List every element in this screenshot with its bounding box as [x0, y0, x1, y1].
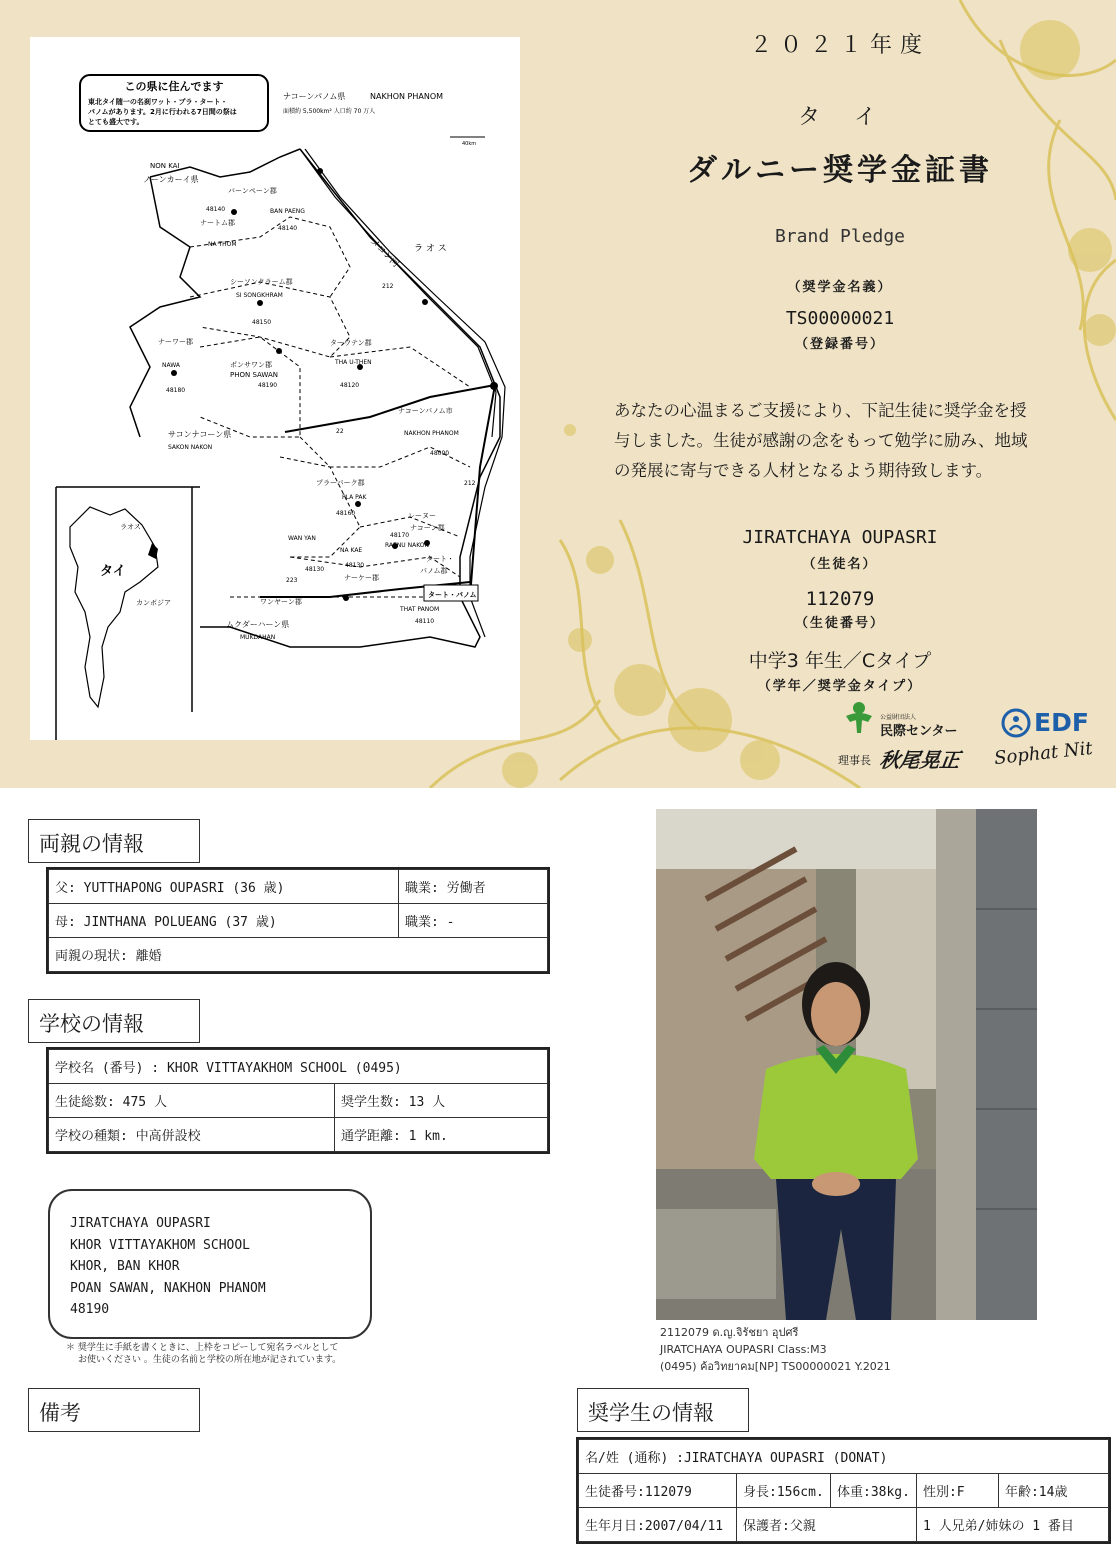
map-label-laos: ラ オ ス — [414, 244, 447, 254]
map-label-sakon-en: SAKON NAKON — [168, 444, 213, 451]
school-name-cell: 学校名 (番号) : KHOR VITTAYAKHOM SCHOOL (0495) — [49, 1050, 548, 1084]
student-photo — [656, 809, 1037, 1320]
mother-job-cell: 職業: - — [399, 904, 548, 938]
parents-table — [48, 869, 548, 972]
map-label-thatphanom-box: タート・パノム — [428, 591, 477, 599]
edf-logo: EDF — [1034, 708, 1089, 737]
map-label-nonkai-jp: ノーンカーイ県 — [143, 175, 199, 184]
map-label-nakhon-jp: ナコーンパノム市 — [398, 407, 453, 415]
address-line: JIRATCHAYA OUPASRI — [70, 1216, 211, 1231]
map-label-thatphanom-jp: タート・ — [426, 555, 454, 563]
map-label-renu-jp: レーヌー — [408, 512, 436, 520]
grade-type-caption: （学年／奨学金タイプ） — [757, 679, 923, 694]
map-label-route212b: 212 — [464, 480, 476, 487]
student-name: JIRATCHAYA OUPASRI — [742, 527, 938, 548]
siblings-cell: 1 人兄弟/姉妹の 1 番目 — [916, 1508, 1108, 1542]
map-label-banpaeng-zip: 48140 — [278, 225, 298, 232]
remarks-heading: 備考 — [28, 1388, 200, 1432]
inset-laos: ラオス — [120, 523, 141, 531]
map-heading-desc: 東北タイ随一の名刹ワット・プラ・タート・ — [88, 98, 228, 106]
org-logo-icon — [842, 700, 876, 734]
grade-type: 中学3 年生／Cタイプ — [748, 650, 932, 672]
sponsor-name: Brand Pledge — [774, 226, 906, 247]
address-note-line: ＊ 奨学生に手紙を書くときに、上枠をコピーして宛名ラベルとして — [66, 1343, 339, 1353]
weight-cell: 体重:38kg. — [831, 1474, 917, 1508]
map-label-sisong-jp: シーソンクラーム郡 — [230, 278, 293, 286]
map-label-phonsawan-zip: 48190 — [258, 382, 278, 389]
photo-caption-line: 2112079 ด.ญ.จิรัชยา อุปศรี — [660, 1326, 799, 1339]
birthdate-cell: 生年月日:2007/04/11 — [579, 1508, 737, 1542]
cert-message-line: 与しました。生徒が感謝の念をもって勉学に励み、地域 — [614, 431, 1028, 450]
map-label-thauthen-jp: ターウテン郡 — [330, 339, 372, 347]
address-line: 48190 — [70, 1302, 110, 1317]
photo-caption — [660, 1324, 1080, 1375]
map-label-banpaeng-jp: バーンペーン郡 — [228, 187, 277, 195]
cert-title: ダルニー奨学金証書 — [687, 153, 993, 188]
school-type-cell: 学校の種類: 中高併設校 — [49, 1118, 335, 1152]
map-label-plapak-jp: プラーパーク郡 — [316, 479, 365, 487]
student-heading: 奨学生の情報 — [577, 1388, 749, 1432]
student-name-cell: 名/姓 (通称) :JIRATCHAYA OUPASRI (DONAT) — [579, 1440, 1109, 1474]
chairman-label: 理事長 — [838, 754, 871, 767]
map-label-nawa-en: NAWA — [162, 362, 180, 369]
map-label-nawa-jp: ナーワー郡 — [158, 338, 193, 346]
map-label-nakae-zip: 48130 — [345, 562, 365, 569]
parents-heading: 両親の情報 — [28, 819, 200, 863]
map-label-nathom-jp: ナートム郡 — [200, 219, 235, 227]
cert-message-line: あなたの心温まるご支援により、下記生徒に奨学金を授 — [614, 401, 1027, 420]
father-job-cell: 職業: 労働者 — [399, 870, 548, 904]
map-label-phonsawan-jp: ポンサワン郡 — [230, 361, 272, 369]
org-name: 民際センター — [880, 724, 958, 739]
map-label-thauthen-zip: 48120 — [340, 382, 360, 389]
age-cell: 年齢:14歳 — [998, 1474, 1108, 1508]
scholarship-students-cell: 奨学生数: 13 人 — [335, 1084, 548, 1118]
sponsor-name-caption: （奨学金名義） — [787, 280, 893, 295]
registration-number-caption: （登録番号） — [794, 337, 885, 352]
map-label-thatphanom-en: THAT PANOM — [400, 606, 440, 613]
parents-status-cell: 両親の現状: 離婚 — [49, 938, 548, 972]
map-label-renu-zip: 48170 — [390, 532, 410, 539]
height-cell: 身長:156cm. — [737, 1474, 831, 1508]
map-label-plapak-zip: 48160 — [336, 510, 356, 517]
map-label-mukdahan-jp: ムクダーハーン県 — [226, 620, 290, 629]
map-label-thatphanom-zip: 48110 — [415, 618, 435, 625]
map-heading-desc: パノムがあります。2月に行われる7日間の祭は — [88, 108, 237, 116]
map-label-banpaeng-en: BAN PAENG — [270, 208, 305, 215]
student-number-caption: （生徒番号） — [794, 616, 885, 631]
map-label-nakae-jp: ナーケー郡 — [344, 574, 379, 582]
province-stats: 面積約 5,500km² 人口約 70 万人 — [283, 108, 376, 115]
map-label-mekong: メコン河 — [367, 237, 401, 270]
address-note-line: お使いください 。生徒の名前と学校の所在地が記されています。 — [78, 1355, 342, 1365]
map-label-mukdahan-en: MUKDAHAN — [240, 634, 276, 641]
map-heading: この県に住んでます — [124, 80, 224, 93]
cert-message — [614, 396, 1094, 486]
father-cell: 父: YUTTHAPONG OUPASRI (36 歳) — [49, 870, 399, 904]
map-label-nawa-zip: 48180 — [166, 387, 186, 394]
province-jp: ナコーンパノム県 — [283, 92, 346, 101]
edf-signature: Sophat Nit — [993, 737, 1094, 770]
school-table — [48, 1049, 548, 1152]
registration-number: TS00000021 — [785, 308, 895, 329]
map-label-nathom-en: NA THOM — [208, 241, 237, 248]
chairman-signature: 秋尾晃正 — [878, 748, 962, 772]
address-line: POAN SAWAN, NAKHON PHANOM — [70, 1280, 266, 1296]
inset-thai: タイ — [100, 564, 126, 579]
cert-message-line: の発展に寄与できる人材となるよう期待致します。 — [614, 461, 993, 480]
map-label-nathom-zip: 48140 — [206, 206, 226, 213]
map-label-plapak-en: PLA PAK — [342, 494, 367, 501]
mother-cell: 母: JINTHANA POLUEANG (37 歳) — [49, 904, 399, 938]
student-table — [578, 1439, 1109, 1542]
inset-map — [56, 487, 200, 740]
address-line: KHOR VITTAYAKHOM SCHOOL — [70, 1237, 251, 1253]
province-map — [30, 37, 520, 740]
map-label-nakhon-en: NAKHON PHANOM — [404, 430, 459, 437]
map-label-nakhon-zip: 48000 — [430, 450, 450, 457]
map-label-route223-zip: 48130 — [305, 566, 325, 573]
cert-country: タ イ — [797, 105, 882, 130]
gender-cell: 性別:F — [916, 1474, 998, 1508]
address-line: KHOR, BAN KHOR — [70, 1259, 180, 1274]
map-label-route212a: 212 — [382, 283, 394, 290]
map-label-wanyan-jp: ワンヤーン郡 — [260, 598, 302, 606]
student-number-cell: 生徒番号:112079 — [579, 1474, 737, 1508]
map-label-renu-en: RAENU NAKON — [385, 542, 430, 549]
student-number: 112079 — [805, 588, 875, 610]
map-label-sisong-en: SI SONGKHRAM — [236, 292, 283, 299]
map-label-route223: 223 — [286, 577, 298, 584]
edf-logo-icon — [1001, 708, 1031, 738]
province-en: NAKHON PHANOM — [370, 92, 444, 101]
school-heading: 学校の情報 — [28, 999, 200, 1043]
photo-caption-line: JIRATCHAYA OUPASRI Class:M3 — [660, 1343, 827, 1356]
map-label-renu-jp2: ナコーン郡 — [410, 524, 445, 532]
org-corp-label: 公益財団法人 — [880, 714, 917, 721]
map-label-sakon-jp: サコンナコーン県 — [168, 430, 232, 439]
student-name-caption: （生徒名） — [802, 557, 878, 572]
total-students-cell: 生徒総数: 475 人 — [49, 1084, 335, 1118]
address-label — [48, 1189, 372, 1339]
cert-year: ２０２１年度 — [749, 33, 930, 58]
map-heading-desc: とても盛大です。 — [88, 118, 144, 126]
guardian-cell: 保護者:父親 — [737, 1508, 917, 1542]
distance-cell: 通学距離: 1 km. — [335, 1118, 548, 1152]
map-label-thauthen-en: THA U-THEN — [335, 359, 372, 366]
inset-cambodia: カンボジア — [136, 599, 171, 607]
map-label-thatphanom-jp2: パノム郡 — [420, 567, 448, 575]
map-scale: 40km — [462, 141, 477, 147]
map-label-nonkai-en: NON KAI — [150, 162, 180, 170]
map-label-sisong-zip: 48150 — [252, 319, 272, 326]
address-note — [66, 1342, 386, 1366]
map-label-phonsawan-en: PHON SAWAN — [230, 371, 278, 379]
photo-caption-line: (0495) ค้อวิทยาคม[NP] TS00000021 Y.2021 — [660, 1360, 891, 1373]
map-label-route22: 22 — [336, 428, 344, 435]
map-label-nakae-en: NA KAE — [340, 547, 363, 554]
map-label-wanyan-en: WAN YAN — [288, 535, 316, 542]
